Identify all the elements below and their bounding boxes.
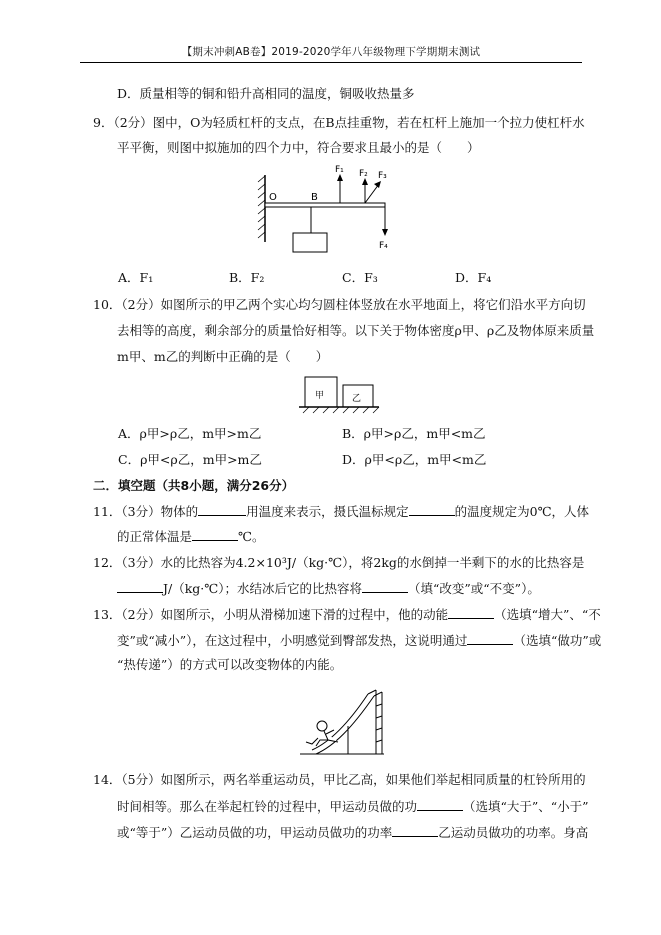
force-f1-arrow (337, 174, 343, 203)
q10-option-a: A．ρ甲>ρ乙，m甲>m乙 (118, 426, 262, 441)
q11-text-1: 11．（3分）物体的 (93, 504, 199, 519)
q11-blank-1 (198, 503, 246, 516)
cylinder-yi-label: 乙 (352, 394, 362, 404)
q14-blank-2 (392, 824, 438, 837)
force-f1-label: F₁ (335, 165, 344, 175)
q12-line2 (117, 580, 540, 597)
force-f3-label: F₃ (378, 171, 387, 181)
q9-option-b: B．F₂ (229, 270, 265, 285)
q14-line2 (117, 798, 589, 815)
pivot-label: O (269, 192, 277, 203)
q9-option-a: A．F₁ (118, 270, 154, 285)
cylinder-jia-label: 甲 (315, 391, 325, 401)
q10-option-d: D．ρ甲<ρ乙，m甲<m乙 (342, 452, 487, 467)
q8-option-d: D．质量相等的铜和铅升高相同的温度，铜吸收热量多 (117, 86, 415, 101)
q14-text-2: （选填“大于”、“小于” (463, 799, 589, 814)
page-header: 【期末冲刺AB卷】2019-2020学年八年级物理下学期期末测试 (181, 46, 481, 58)
force-f4-arrow (382, 207, 388, 236)
section-title: 二．填空题（共8小题，满分26分） (93, 478, 295, 493)
q9-line2: 平平衡，则图中拟施加的四个力中，符合要求且最小的是（ ） (117, 140, 480, 155)
q12-text-2: J/（kg·℃）；水结冰后它的比热容将 (163, 581, 363, 596)
q12-blank-1 (117, 580, 163, 593)
slide-structure (300, 690, 384, 754)
q11-line1 (93, 503, 589, 520)
q10-line1: 10．（2分）如图所示的甲乙两个实心均匀圆柱体竖放在水平地面上，将它们沿水平方向切 (93, 297, 586, 312)
q11-text-3: 的温度规定为0℃，人体 (454, 504, 590, 519)
q11-text-2: 用温度来表示，摄氏温标规定 (246, 504, 409, 519)
q9-line1: 9．（2分）图中，O为轻质杠杆的支点，在B点挂重物，若在杠杆上施加一个拉力使杠杆水 (93, 115, 585, 130)
q10-line3: m甲、m乙的判断中正确的是（ ） (117, 349, 329, 364)
q14-text-1: 时间相等。那么在举起杠铃的过程中，甲运动员做的功 (117, 799, 418, 814)
ground-hatching (303, 407, 379, 413)
q13-text-2: （选填“增大”、“不 (494, 607, 601, 622)
force-f2-label: F₂ (359, 169, 368, 179)
q13-blank-2 (467, 632, 513, 645)
q13-line2 (117, 632, 601, 649)
q10-line2: 去相等的高度，剩余部分的质量恰好相等。以下关于物体密度ρ甲、ρ乙及物体原来质量 (117, 323, 595, 338)
lever-diagram (255, 160, 415, 260)
q13-blank-1 (448, 606, 494, 619)
q13-text-1: 13．（2分）如图所示，小明从滑梯加速下滑的过程中，他的动能 (93, 607, 449, 622)
q13-text-4: （选填“做功”或 (513, 633, 602, 648)
q11-text-4: 的正常体温是 (117, 529, 193, 544)
q14-blank-1 (417, 798, 463, 811)
weight-block (293, 233, 327, 252)
force-f2-arrow (362, 178, 368, 203)
q11-line2 (117, 528, 265, 545)
q9-option-d: D．F₄ (455, 270, 492, 285)
q14-text-3: 或“等于”）乙运动员做的功，甲运动员做功的功率 (117, 825, 393, 840)
point-b-label: B (311, 192, 318, 203)
force-f4-label: F₄ (379, 241, 388, 251)
q12-line1: 12．（3分）水的比热容为4.2×10³J/（kg·℃），将2kg的水倒掉一半剩下的水的比热容是 (93, 555, 585, 570)
q10-option-c: C．ρ甲<ρ乙，m甲>m乙 (118, 452, 262, 467)
q11-blank-2 (409, 503, 455, 516)
q14-line3 (117, 824, 588, 841)
wall-hatching (258, 176, 265, 238)
q11-text-5: ℃。 (238, 529, 265, 544)
slide-illustration (298, 682, 384, 758)
q11-blank-3 (192, 528, 238, 541)
q13-line3: “热传递”）的方式可以改变物体的内能。 (117, 657, 343, 672)
q13-text-3: 变”或“减小”），在这过程中，小明感觉到臀部发热，这说明通过 (117, 633, 468, 648)
header-rule (80, 62, 582, 63)
child-figure (306, 721, 338, 746)
cylinders-diagram (295, 372, 381, 414)
lever-bar (265, 203, 385, 207)
q14-text-4: 乙运动员做功的功率。身高 (438, 825, 589, 840)
q14-line1: 14．（5分）如图所示，两名举重运动员，甲比乙高，如果他们举起相同质量的杠铃所用的 (93, 772, 586, 787)
q12-blank-2 (362, 580, 408, 593)
q12-text-3: （填“改变”或“不变”）。 (408, 581, 540, 596)
q10-option-b: B．ρ甲>ρ乙，m甲<m乙 (342, 426, 486, 441)
q13-line1 (93, 606, 601, 623)
q9-option-c: C．F₃ (342, 270, 378, 285)
